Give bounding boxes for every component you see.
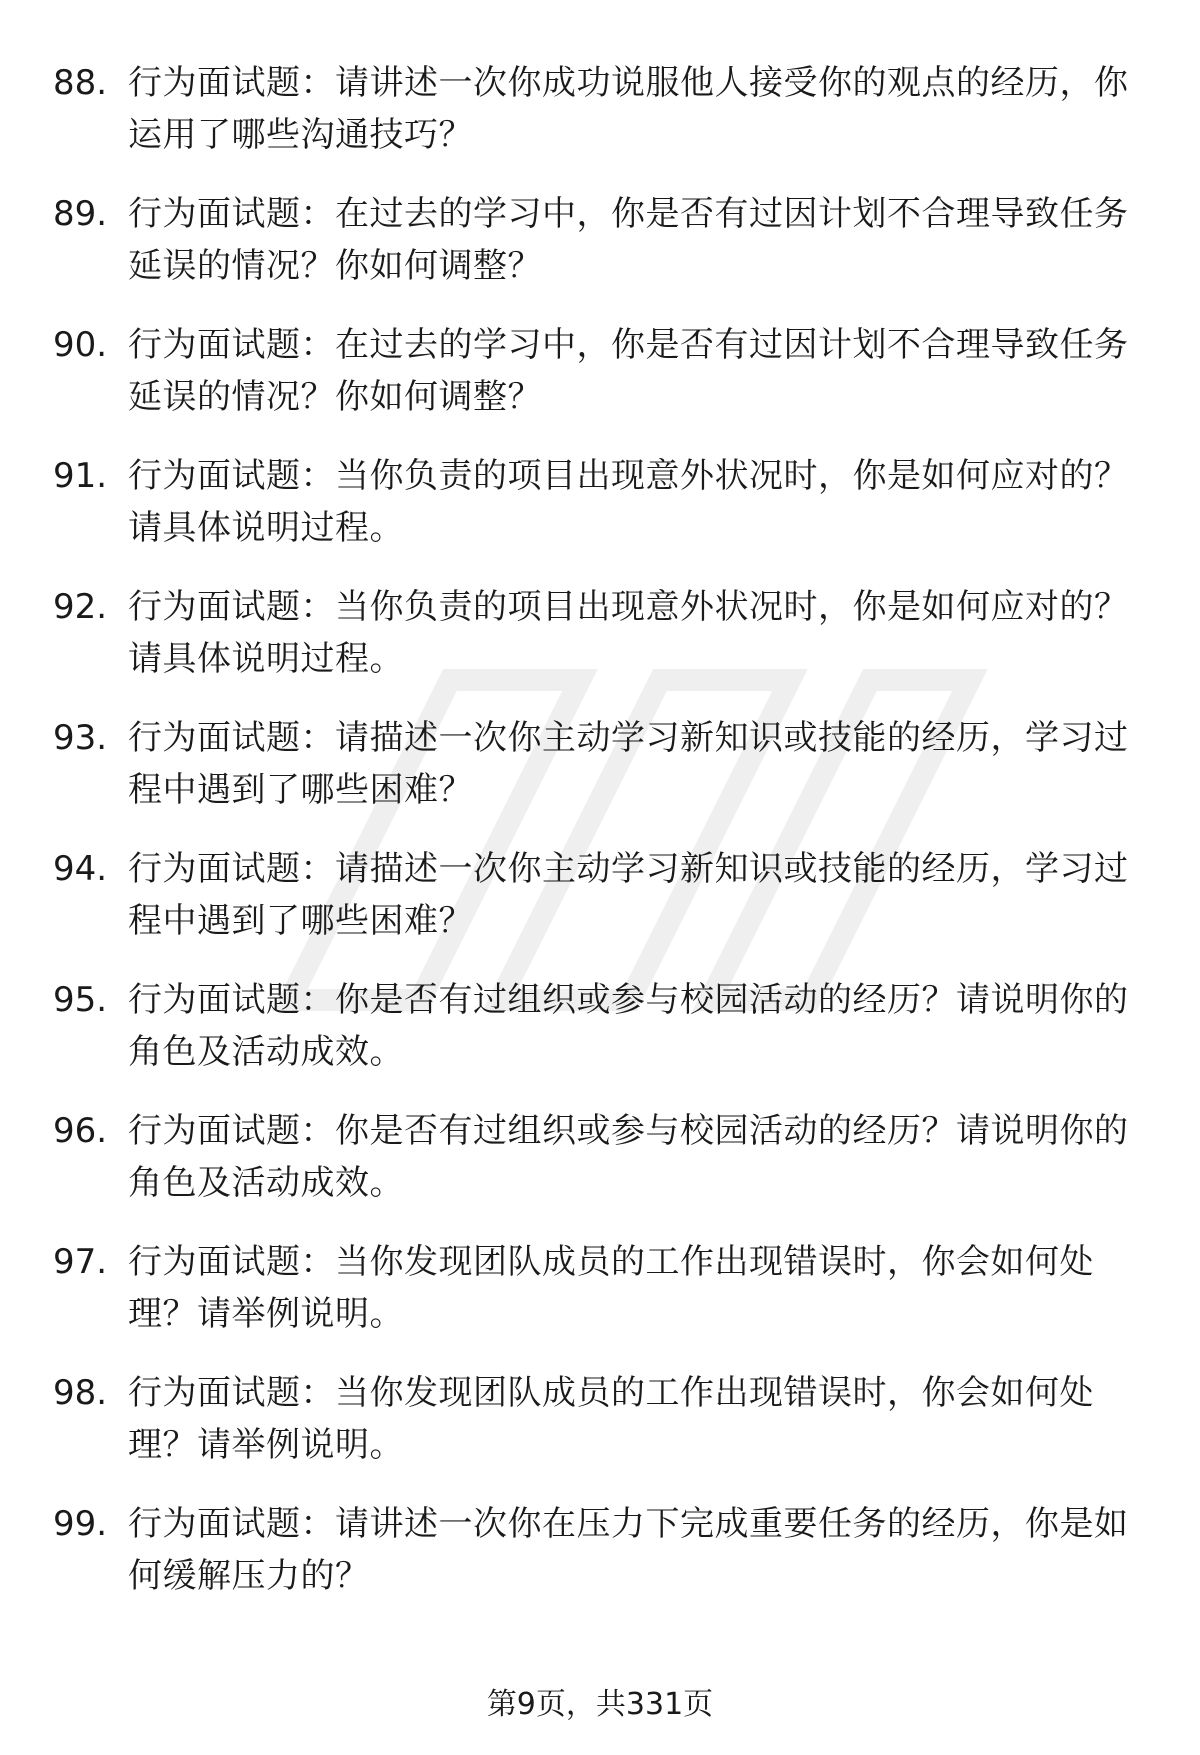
question-text: 行为面试题：当你负责的项目出现意外状况时，你是如何应对的？请具体说明过程。 — [128, 587, 1129, 679]
question-number: 97. — [53, 1242, 108, 1282]
page-footer: 第9页，共331页 — [486, 1687, 714, 1722]
question-text: 行为面试题：当你发现团队成员的工作出现错误时，你会如何处理？请举例说明。 — [128, 1373, 1094, 1465]
question-number: 92. — [53, 587, 108, 627]
question-text: 行为面试题：在过去的学习中，你是否有过因计划不合理导致任务延误的情况？你如何调整？ — [128, 194, 1129, 286]
question-text: 行为面试题：你是否有过组织或参与校园活动的经历？请说明你的角色及活动成效。 — [128, 1111, 1129, 1203]
question-text: 行为面试题：你是否有过组织或参与校园活动的经历？请说明你的角色及活动成效。 — [128, 980, 1129, 1072]
question-item — [0, 1498, 1200, 1629]
question-item — [0, 319, 1200, 450]
question-item — [0, 974, 1200, 1105]
question-number: 91. — [53, 456, 108, 496]
question-text: 行为面试题：在过去的学习中，你是否有过因计划不合理导致任务延误的情况？你如何调整？ — [128, 325, 1129, 417]
question-text: 行为面试题：请描述一次你主动学习新知识或技能的经历，学习过程中遇到了哪些困难？ — [128, 849, 1129, 941]
question-number: 94. — [53, 849, 108, 889]
question-number: 99. — [53, 1504, 108, 1544]
question-item — [0, 57, 1200, 188]
question-item — [0, 450, 1200, 581]
question-item — [0, 843, 1200, 974]
question-list — [0, 57, 1200, 1629]
question-item — [0, 712, 1200, 843]
question-number: 90. — [53, 325, 108, 365]
question-text: 行为面试题：当你发现团队成员的工作出现错误时，你会如何处理？请举例说明。 — [128, 1242, 1094, 1334]
question-number: 93. — [53, 718, 108, 758]
question-text: 行为面试题：请描述一次你主动学习新知识或技能的经历，学习过程中遇到了哪些困难？ — [128, 718, 1129, 810]
question-number: 89. — [53, 194, 108, 234]
question-item — [0, 1367, 1200, 1498]
question-item — [0, 581, 1200, 712]
question-item — [0, 1236, 1200, 1367]
question-text: 行为面试题：当你负责的项目出现意外状况时，你是如何应对的？请具体说明过程。 — [128, 456, 1129, 548]
question-item — [0, 188, 1200, 319]
question-text: 行为面试题：请讲述一次你成功说服他人接受你的观点的经历，你运用了哪些沟通技巧？ — [128, 63, 1129, 155]
question-item — [0, 1105, 1200, 1236]
question-number: 96. — [53, 1111, 108, 1151]
question-number: 88. — [53, 63, 108, 103]
question-text: 行为面试题：请讲述一次你在压力下完成重要任务的经历，你是如何缓解压力的？ — [128, 1504, 1129, 1596]
question-number: 98. — [53, 1373, 108, 1413]
question-number: 95. — [53, 980, 108, 1020]
